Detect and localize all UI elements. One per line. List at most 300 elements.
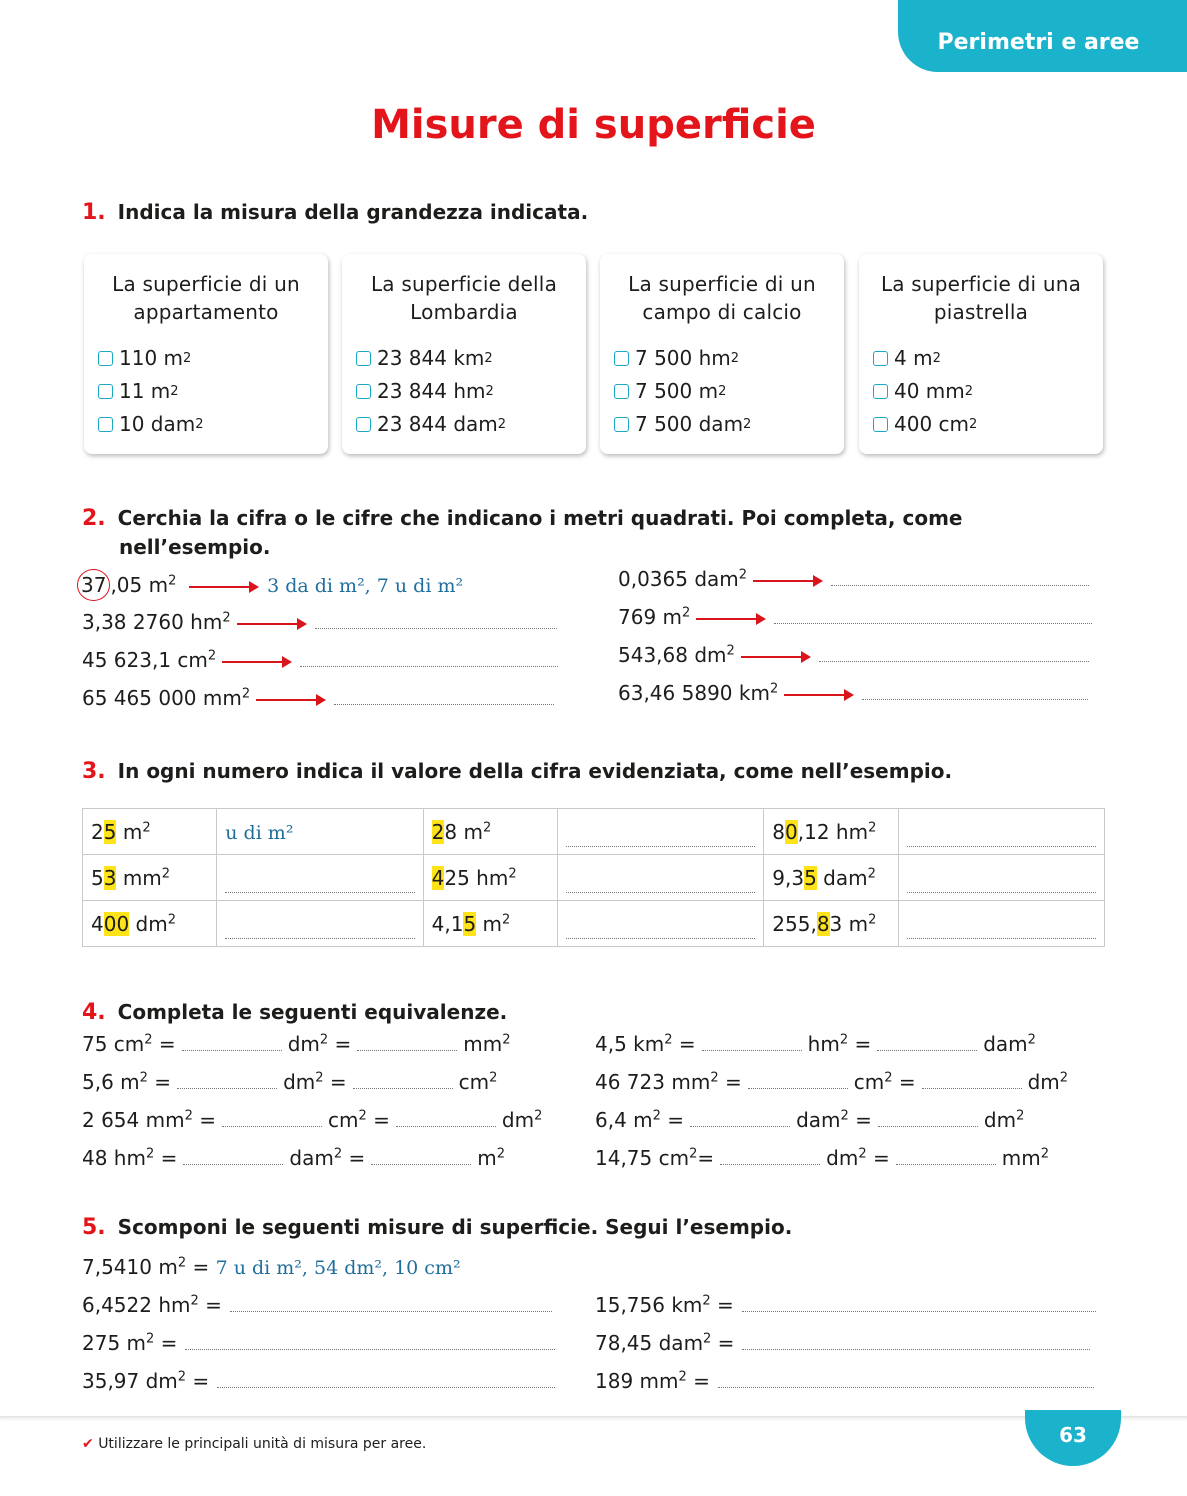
exercise-4-heading <box>82 998 507 1027</box>
learning-objective <box>82 1436 426 1452</box>
answer-blank[interactable] <box>819 641 1089 662</box>
exponent: 2 <box>502 1032 511 1048</box>
option-card <box>600 254 844 454</box>
check-icon: ✔ <box>82 1436 94 1452</box>
equivalence-row <box>82 1143 505 1173</box>
unit: dm <box>129 911 168 936</box>
option-value: 23 844 dam <box>377 412 498 436</box>
equivalence-row <box>595 1067 1068 1097</box>
answer-blank[interactable] <box>225 916 414 939</box>
checkbox-icon[interactable] <box>356 351 371 366</box>
option-value: 7 500 m <box>635 379 719 403</box>
answer-blank[interactable] <box>742 1329 1090 1350</box>
digits: 5 <box>91 865 104 890</box>
answer-blank[interactable] <box>566 916 755 939</box>
ex5-example-row <box>82 1252 461 1283</box>
checkbox-icon[interactable] <box>98 417 113 432</box>
equals-sign: = <box>892 1070 916 1094</box>
arrow-icon <box>784 694 852 696</box>
exponent: 2 <box>1040 1146 1049 1162</box>
arrow-icon <box>222 661 290 663</box>
circled-digits: 37 <box>77 569 110 601</box>
exercise-number: 1. <box>82 200 106 225</box>
measure: 2 654 mm <box>82 1108 185 1132</box>
exponent: 2 <box>489 1070 498 1086</box>
option-checkbox[interactable]: 7 500 m 2 <box>614 375 830 408</box>
exponent: 2 <box>867 865 876 881</box>
equivalence-row <box>82 1067 497 1097</box>
table-row <box>83 901 1105 947</box>
equals-sign: = <box>848 1032 872 1056</box>
conversion-row <box>618 678 1088 708</box>
exponent: 2 <box>1059 1070 1069 1086</box>
option-checkbox[interactable]: 23 844 hm 2 <box>356 375 572 408</box>
arrow-icon <box>256 699 324 701</box>
unit: dm <box>287 1032 320 1056</box>
option-value: 40 mm <box>894 379 965 403</box>
equals-sign: = <box>718 1070 742 1094</box>
equals-sign: = <box>328 1032 352 1056</box>
exponent: 2 <box>1027 1032 1036 1048</box>
equals-sign: = <box>342 1146 366 1170</box>
option-checkbox[interactable]: 11 m 2 <box>98 375 314 408</box>
answer-cell[interactable] <box>898 809 1104 855</box>
exercise-instruction-cont: nell’esempio. <box>119 535 271 559</box>
highlighted-digit: 5 <box>804 865 817 890</box>
number-cell <box>764 809 898 855</box>
exponent: 2 <box>769 681 779 697</box>
answer-blank[interactable] <box>300 646 558 667</box>
exercise-number: 3. <box>82 759 106 784</box>
exponent: 2 <box>652 1108 661 1124</box>
exponent: 2 <box>190 1293 199 1309</box>
unit: m <box>477 1146 497 1170</box>
answer-blank[interactable] <box>353 1068 453 1089</box>
option-value: 400 cm <box>894 412 970 436</box>
measure: 0,0365 dam <box>618 567 739 591</box>
exponent: 2 <box>1016 1108 1025 1124</box>
measure: 4,5 km <box>595 1032 665 1056</box>
equals-sign: = <box>323 1070 347 1094</box>
exponent: 2 <box>496 1146 505 1162</box>
answer-cell[interactable] <box>217 901 423 947</box>
answer-blank[interactable] <box>862 679 1088 700</box>
unit: dam <box>289 1146 334 1170</box>
answer-blank[interactable] <box>371 1144 471 1165</box>
equals-sign: = <box>848 1108 872 1132</box>
decompose-row <box>595 1290 1096 1320</box>
exercise-number: 2. <box>82 506 106 531</box>
exponent: 2 <box>710 1070 719 1086</box>
exponent: 2 <box>664 1032 673 1048</box>
exercise-3-heading <box>82 757 952 786</box>
answer-blank[interactable] <box>357 1030 457 1051</box>
highlighted-digit: 2 <box>431 819 445 844</box>
option-checkbox[interactable]: 7 500 dam 2 <box>614 408 830 441</box>
decompose-row <box>82 1366 555 1396</box>
exponent: 2 <box>839 1032 849 1048</box>
measure: 769 m <box>618 605 683 629</box>
answer-blank[interactable] <box>185 1329 555 1350</box>
answer-blank[interactable] <box>690 1106 790 1127</box>
exponent: 2 <box>315 1070 324 1086</box>
exponent: 2 <box>144 1032 153 1048</box>
answer-cell[interactable] <box>557 855 763 901</box>
table-row <box>83 809 1105 855</box>
decompose-row <box>595 1328 1090 1358</box>
number-cell <box>83 901 217 947</box>
exercise-instruction: Indica la misura della grandezza indicata. <box>117 200 589 224</box>
digits: 4,1 <box>431 911 464 936</box>
equivalence-row <box>595 1029 1036 1059</box>
answer-blank[interactable] <box>566 824 755 847</box>
unit: 8 m <box>444 819 483 844</box>
measure: 6,4522 hm <box>82 1293 191 1317</box>
option-checkbox[interactable]: 10 dam 2 <box>98 408 314 441</box>
unit: dm <box>501 1108 535 1132</box>
answer-blank[interactable] <box>334 684 554 705</box>
option-checkbox[interactable]: 23 844 dam 2 <box>356 408 572 441</box>
number-cell <box>83 855 217 901</box>
ex2-example-row <box>82 569 463 601</box>
arrow-icon <box>741 656 809 658</box>
exponent: 2 <box>177 1255 187 1271</box>
exponent: 2 <box>145 1146 155 1162</box>
checkbox-icon[interactable] <box>873 384 888 399</box>
exponent: 2 <box>161 865 171 881</box>
measure: 275 m <box>82 1331 147 1355</box>
equals-sign: = <box>711 1331 735 1355</box>
option-list <box>356 342 572 441</box>
exercise-5-heading <box>82 1213 792 1242</box>
exponent: 2 <box>682 605 691 621</box>
highlighted-digit: 5 <box>103 819 117 844</box>
conversion-row <box>618 564 1089 594</box>
exponent: 2 <box>333 1146 343 1162</box>
measure: 48 hm <box>82 1146 146 1170</box>
equals-sign: = <box>710 1293 734 1317</box>
exponent: 2 <box>689 1146 698 1162</box>
option-value: 10 dam <box>119 412 196 436</box>
exponent: 2 <box>139 1070 148 1086</box>
option-card <box>84 254 328 454</box>
unit: mm <box>116 865 162 890</box>
measure: 75 cm <box>82 1032 145 1056</box>
answer-blank[interactable] <box>396 1106 496 1127</box>
answer-blank[interactable] <box>748 1068 848 1089</box>
exponent: 2 <box>207 648 217 664</box>
card-title: La superficie di un campo di calcio <box>628 272 816 324</box>
measure: 5,6 m <box>82 1070 140 1094</box>
answer-blank[interactable] <box>230 1291 552 1312</box>
unit: dam <box>796 1108 841 1132</box>
measure: 45 623,1 cm <box>82 648 208 672</box>
unit: cm <box>853 1070 885 1094</box>
unit: 25 hm <box>444 865 509 890</box>
exponent: 2 <box>168 573 177 589</box>
answer-cell[interactable] <box>557 809 763 855</box>
exponent: 2 <box>726 643 735 659</box>
measure: 15,756 km <box>595 1293 703 1317</box>
answer-blank[interactable] <box>907 870 1096 893</box>
exponent: 2 <box>738 567 748 583</box>
page-number: 63 <box>1025 1410 1121 1466</box>
answer-blank[interactable] <box>896 1144 996 1165</box>
answer-cell[interactable] <box>898 855 1104 901</box>
measure: 35,97 dm <box>82 1369 178 1393</box>
digits: 2 <box>91 819 104 844</box>
option-checkbox[interactable]: 4 m 2 <box>873 342 1089 375</box>
page-title: Misure di superficie <box>371 102 816 148</box>
unit: 3 m <box>829 911 869 936</box>
equals-sign: = <box>186 1369 210 1393</box>
measure: 63,46 5890 km <box>618 681 770 705</box>
equals-sign: = <box>147 1070 172 1094</box>
exercise-instruction: Cerchia la cifra o le cifre che indicano i metri quadrati. Poi completa, come <box>117 506 963 530</box>
exponent: 2 <box>868 819 877 835</box>
exponent: 2 <box>508 865 517 881</box>
option-value: 23 844 km <box>377 346 485 370</box>
table-row <box>83 855 1105 901</box>
measure: 6,4 m <box>595 1108 653 1132</box>
number-cell <box>83 809 217 855</box>
digits: 4 <box>91 911 104 936</box>
unit: ,12 hm <box>797 819 869 844</box>
exercise-instruction: Completa le seguenti equivalenze. <box>117 1000 508 1024</box>
exponent: 2 <box>534 1108 543 1124</box>
checkbox-icon[interactable] <box>356 384 371 399</box>
option-checkbox[interactable]: 7 500 hm 2 <box>614 342 830 375</box>
decompose-row <box>82 1328 555 1358</box>
measure: 46 723 mm <box>595 1070 711 1094</box>
exponent: 2 <box>884 1070 893 1086</box>
exercise-instruction: Scomponi le seguenti misure di superficie. Segui l’esempio. <box>117 1215 793 1239</box>
exponent: 2 <box>167 911 177 927</box>
unit: dam <box>983 1032 1028 1056</box>
answer-blank[interactable] <box>907 916 1096 939</box>
conversion-row <box>82 607 557 637</box>
checkbox-icon[interactable] <box>873 351 888 366</box>
exercise-number: 4. <box>82 1000 106 1025</box>
option-value: 7 500 dam <box>635 412 744 436</box>
exponent: 2 <box>868 911 877 927</box>
exercise-2-heading <box>82 504 962 562</box>
number-cell <box>423 809 557 855</box>
answer-blank[interactable] <box>742 1291 1096 1312</box>
arrow-icon <box>237 623 305 625</box>
equals-sign: = <box>186 1255 210 1279</box>
conversion-row <box>82 645 558 675</box>
conversion-row <box>82 683 554 713</box>
example-answer: 7 u di m², 54 dm², 10 cm² <box>215 1257 461 1279</box>
answer-blank[interactable] <box>183 1144 283 1165</box>
arrow-icon <box>696 618 764 620</box>
option-value: 4 m <box>894 346 933 370</box>
unit: mm <box>463 1032 503 1056</box>
equals-sign: = <box>672 1032 696 1056</box>
arrow-icon <box>189 586 257 588</box>
answer-blank[interactable] <box>878 1106 978 1127</box>
exponent: 2 <box>241 686 251 702</box>
checkbox-icon[interactable] <box>873 417 888 432</box>
exponent: 2 <box>222 610 231 626</box>
exponent: 2 <box>502 911 511 927</box>
example-answer: u di m² <box>225 821 294 844</box>
unit: cm <box>458 1070 490 1094</box>
unit: dm <box>1027 1070 1060 1094</box>
unit: dm <box>983 1108 1017 1132</box>
equals-sign: = <box>192 1108 216 1132</box>
highlighted-digit: 4 <box>431 865 445 890</box>
answer-blank[interactable] <box>877 1030 977 1051</box>
measure: ,05 m <box>110 573 169 597</box>
measure: 78,45 dam <box>595 1331 704 1355</box>
option-card <box>342 254 586 454</box>
answer-blank[interactable] <box>907 824 1096 847</box>
conversion-row <box>618 602 1092 632</box>
equals-sign: = <box>660 1108 685 1132</box>
option-checkbox[interactable]: 110 m 2 <box>98 342 314 375</box>
exponent: 2 <box>702 1293 711 1309</box>
exponent: 2 <box>482 819 492 835</box>
measure: 3,38 2760 hm <box>82 610 223 634</box>
exponent: 2 <box>858 1146 867 1162</box>
option-value: 23 844 hm <box>377 379 486 403</box>
highlighted-digit: 0 <box>785 819 798 844</box>
exponent: 2 <box>177 1369 187 1385</box>
unit: m <box>116 819 143 844</box>
number-cell <box>423 901 557 947</box>
answer-cell[interactable] <box>557 901 763 947</box>
option-value: 7 500 hm <box>635 346 731 370</box>
option-card <box>859 254 1103 454</box>
number-cell <box>764 901 898 947</box>
exponent: 2 <box>678 1369 687 1385</box>
number-cell <box>423 855 557 901</box>
checkbox-icon[interactable] <box>614 351 629 366</box>
equivalence-row <box>595 1143 1049 1173</box>
option-list <box>873 342 1089 441</box>
answer-blank[interactable] <box>566 870 755 893</box>
equals-sign: = <box>154 1331 178 1355</box>
answer-blank[interactable] <box>217 1367 555 1388</box>
arrow-icon <box>753 580 821 582</box>
equals-sign: = <box>198 1293 222 1317</box>
answer-blank[interactable] <box>182 1030 282 1051</box>
option-value: 110 m <box>119 346 184 370</box>
checkbox-icon[interactable] <box>98 384 113 399</box>
equivalence-row <box>82 1029 511 1059</box>
answer-cell[interactable] <box>217 809 423 855</box>
decompose-row <box>595 1366 1094 1396</box>
exercise-number: 5. <box>82 1215 106 1240</box>
example-answer: 3 da di m², 7 u di m² <box>267 575 464 597</box>
answer-blank[interactable] <box>922 1068 1022 1089</box>
measure: 543,68 dm <box>618 643 727 667</box>
checkbox-icon[interactable] <box>614 417 629 432</box>
option-list <box>98 342 314 441</box>
objective-text: Utilizzare le principali unità di misura per aree. <box>98 1436 427 1452</box>
answer-cell[interactable] <box>217 855 423 901</box>
measure: 14,75 cm <box>595 1146 690 1170</box>
digits: 9,3 <box>772 865 805 890</box>
answer-blank[interactable] <box>774 603 1092 624</box>
exponent: 2 <box>146 1331 155 1347</box>
unit: dm <box>283 1070 316 1094</box>
answer-blank[interactable] <box>702 1030 802 1051</box>
exponent: 2 <box>840 1108 849 1124</box>
equals-sign: = <box>366 1108 390 1132</box>
conversion-row <box>618 640 1089 670</box>
equivalence-row <box>595 1105 1024 1135</box>
highlighted-digit: 5 <box>463 911 477 936</box>
equals-sign: = <box>686 1369 710 1393</box>
equivalence-row <box>82 1105 542 1135</box>
digit-value-table <box>82 808 1105 947</box>
unit: m <box>476 911 503 936</box>
footer-band <box>0 1416 1187 1496</box>
unit: dm <box>826 1146 859 1170</box>
answer-blank[interactable] <box>720 1144 820 1165</box>
measure: 189 mm <box>595 1369 679 1393</box>
checkbox-icon[interactable] <box>98 351 113 366</box>
unit: cm <box>327 1108 359 1132</box>
measure: 7,5410 m <box>82 1255 178 1279</box>
unit: hm <box>807 1032 840 1056</box>
highlighted-digit: 8 <box>816 911 830 936</box>
option-list <box>614 342 830 441</box>
checkbox-icon[interactable] <box>614 384 629 399</box>
decompose-row <box>82 1290 552 1320</box>
exercise-instruction: In ogni numero indica il valore della cifra evidenziata, come nell’esempio. <box>117 759 953 783</box>
card-title: La superficie di un appartamento <box>112 272 300 324</box>
exponent: 2 <box>319 1032 329 1048</box>
digits: 255, <box>772 911 817 936</box>
exponent: 2 <box>142 819 151 835</box>
highlighted-digit: 3 <box>103 865 117 890</box>
exponent: 2 <box>703 1331 712 1347</box>
equals-sign: = <box>154 1146 178 1170</box>
checkbox-icon[interactable] <box>356 417 371 432</box>
option-checkbox[interactable]: 23 844 km 2 <box>356 342 572 375</box>
card-title: La superficie di una piastrella <box>880 272 1082 324</box>
exercise-1-heading <box>82 198 588 227</box>
answer-blank[interactable] <box>177 1068 277 1089</box>
measure: 65 465 000 mm <box>82 686 242 710</box>
equals-sign: = <box>152 1032 176 1056</box>
exponent: 2 <box>184 1108 193 1124</box>
option-value: 11 m <box>119 379 171 403</box>
digits: 8 <box>772 819 786 844</box>
equals-sign: = <box>866 1146 890 1170</box>
unit: mm <box>1001 1146 1041 1170</box>
option-checkbox[interactable]: 40 mm 2 <box>873 375 1089 408</box>
equals-sign: = <box>697 1146 715 1170</box>
answer-blank[interactable] <box>225 870 414 893</box>
unit: dam <box>816 865 868 890</box>
highlighted-digit: 00 <box>103 911 130 936</box>
number-cell <box>764 855 898 901</box>
answer-cell[interactable] <box>898 901 1104 947</box>
answer-blank[interactable] <box>315 608 557 629</box>
section-tab: Perimetri e aree <box>898 0 1187 72</box>
card-title: La superficie della Lombardia <box>370 272 558 324</box>
exponent: 2 <box>358 1108 367 1124</box>
answer-blank[interactable] <box>831 565 1089 586</box>
answer-blank[interactable] <box>718 1367 1094 1388</box>
option-checkbox[interactable]: 400 cm 2 <box>873 408 1089 441</box>
answer-blank[interactable] <box>222 1106 322 1127</box>
